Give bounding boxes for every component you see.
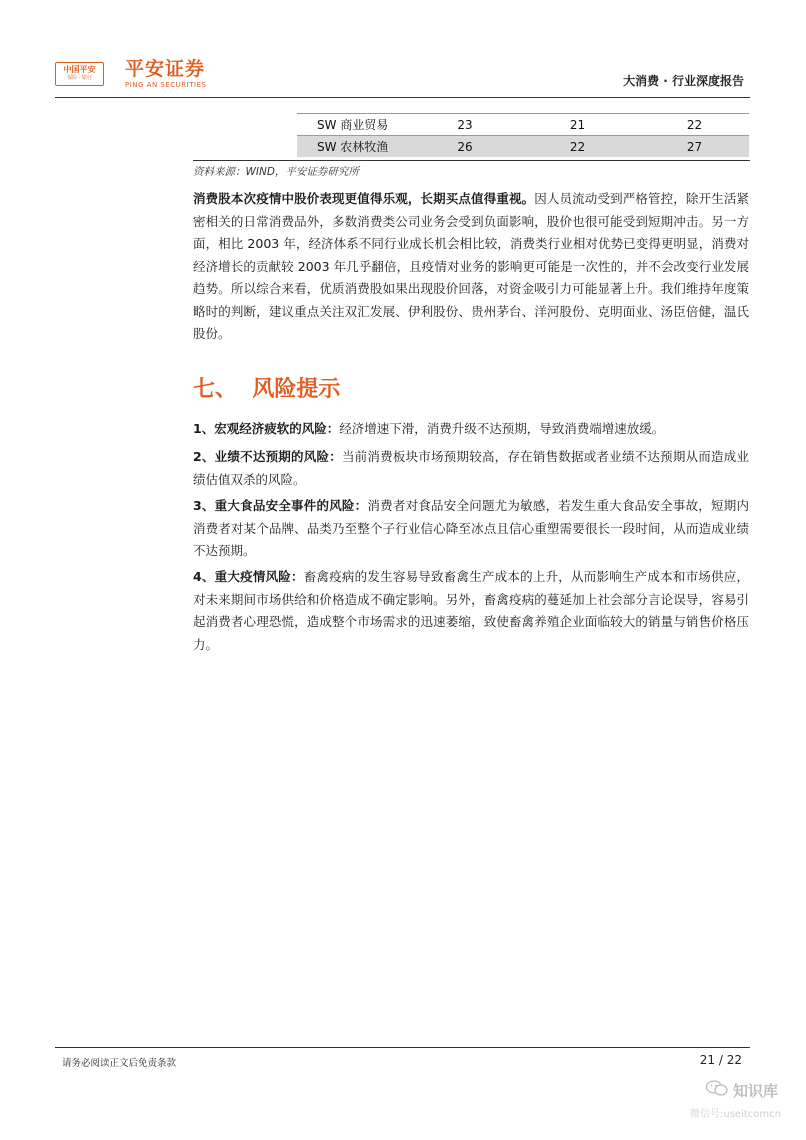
watermark-account: 微信号:useitcomcn: [690, 1109, 781, 1120]
section-title: 七、 风险提示: [193, 377, 341, 402]
table-cell: 22: [515, 136, 640, 158]
risk-body: 畜禽疫病的发生容易导致畜禽生产成本的上升，从而影响生产成本和市场供应，对未来期间市场供给和价格造成不确定影响。另外，畜禽疫病的蔓延加上社会部分言论误导，容易引起消费者心理恐慌，造成整个市场需求的迅速萎缩，致使畜禽养殖企业面临较大的销量与销售价格压力。: [193, 569, 749, 652]
table-source: 资料来源：WIND，平安证券研究所: [193, 166, 359, 178]
wechat-icon: [706, 1080, 728, 1096]
risk-item-epidemic: [193, 566, 749, 656]
table-row: [297, 114, 749, 136]
page-number: 21 / 22: [699, 1053, 742, 1067]
brand-logo: [125, 58, 206, 90]
consumer-outlook-paragraph: [193, 188, 749, 346]
table-cell: 21: [515, 114, 640, 136]
paragraph-lead: 消费股本次疫情中股价表现更值得乐观，长期买点值得重视。: [193, 191, 535, 206]
risk-item-earnings: [193, 446, 749, 491]
risk-body: 消费者对食品安全问题尤为敏感，若发生重大食品安全事故，短期内消费者对某个品牌、品类乃至整个子行业信心降至冰点且信心重塑需要很长一段时间，从而造成业绩不达预期。: [193, 498, 749, 558]
table-cell: SW 商业贸易: [297, 114, 415, 136]
logo-text: 中国平安: [63, 65, 96, 74]
table-cell: 27: [640, 136, 749, 158]
table-cell: 23: [415, 114, 515, 136]
table-cell: SW 农林牧渔: [297, 136, 415, 158]
risk-lead: 4、重大疫情风险：: [193, 569, 304, 584]
table-bottom-rule: [193, 160, 750, 161]
brand-name-en: PING AN SECURITIES: [125, 81, 207, 89]
risk-body: 经济增速下滑，消费升级不达预期，导致消费端增速放缓。: [339, 421, 665, 436]
table-cell: 26: [415, 136, 515, 158]
report-type: 大消费 · 行业深度报告: [623, 74, 744, 88]
risk-item-food-safety: [193, 495, 749, 563]
paragraph-body: 因人员流动受到严格管控，除开生活紧密相关的日常消费品外，多数消费类公司业务会受到负面影响，股价也很可能受到短期冲击。另一方面，相比 2003 年，经济体系不同行业成长机会相比较，消费类行业相对优势已变得更明显，消费对经济增长的贡献较 2003 年几乎翻倍，且疫情对业务的影响更可能是一次性的，并不会改变行业发展趋势。所以综合来看，优质消费股如果出现股价回落，对资金吸引力可能显著上升。我们维持年度策略时的判断，建议重点关注双汇发展、伊利股份、贵州茅台、洋河股份、克明面业、汤臣倍健，温氏股份。: [193, 191, 749, 341]
logo-subtext: 保险 · 银行: [67, 75, 92, 81]
risk-body: 当前消费板块市场预期较高，存在销售数据或者业绩不达预期从而造成业绩估值双杀的风险。: [193, 449, 749, 487]
risk-lead: 1、宏观经济疲软的风险：: [193, 421, 340, 436]
risk-lead: 3、重大食品安全事件的风险：: [193, 498, 368, 513]
footer-disclaimer: 请务必阅读正文后免责条款: [62, 1058, 177, 1069]
risk-lead: 2、业绩不达预期的风险：: [193, 449, 342, 464]
pingan-group-logo: [55, 62, 104, 86]
table-row: [297, 136, 749, 158]
risk-item-macro: [193, 418, 749, 441]
header-divider: [55, 97, 750, 98]
watermark-name: 知识库: [733, 1082, 779, 1100]
table-cell: 22: [640, 114, 749, 136]
valuation-table: [297, 113, 749, 157]
footer-divider: [55, 1047, 750, 1048]
brand-name-cn: 平安证券: [125, 58, 206, 80]
